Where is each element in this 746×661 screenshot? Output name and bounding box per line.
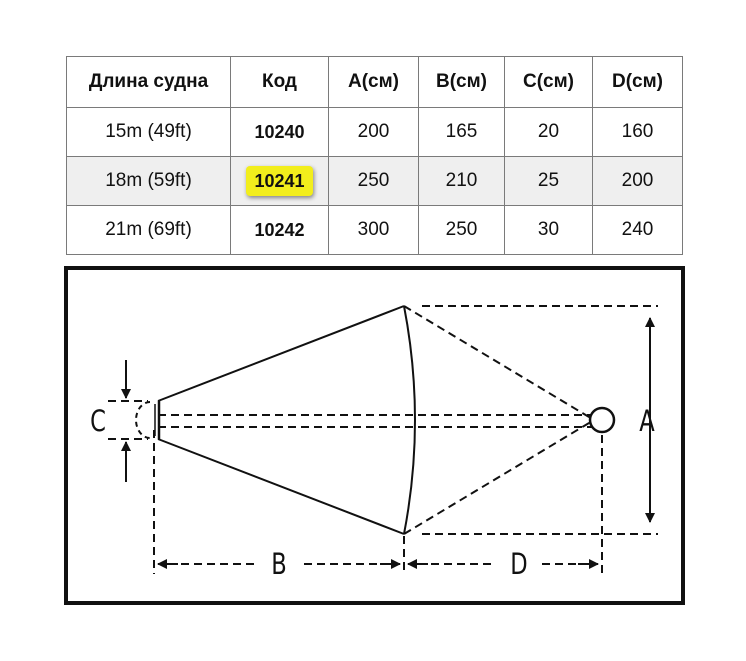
dimension-a-cell: 250 [329,157,419,206]
header-code: Код [231,57,329,108]
table-row [67,108,683,157]
header-dimension-b: B(см) [419,57,505,108]
cone-lower-edge [158,439,404,534]
sea-anchor-dimension-diagram [64,266,685,605]
dimension-d-label: D [510,547,528,581]
code-cell [231,206,329,255]
product-code: 10240 [254,122,305,142]
dimension-a-cell: 200 [329,108,419,157]
header-dimension-c: C(см) [505,57,593,108]
swivel-ring [590,408,614,432]
highlighted-product-code: 10241 [246,166,312,196]
dimension-d-cell: 160 [593,108,683,157]
dimension-c-cell: 25 [505,157,593,206]
cone-upper-edge [158,306,404,401]
header-dimension-a: A(см) [329,57,419,108]
dimension-b-cell: 250 [419,206,505,255]
bridle-line-lower [404,420,594,534]
sea-anchor-size-table [66,56,683,255]
dimension-d-cell: 240 [593,206,683,255]
table-row [67,157,683,206]
table-row [67,206,683,255]
code-cell [231,157,329,206]
header-vessel-length: Длина судна [67,57,231,108]
table-header-row [67,57,683,108]
dimension-b-cell: 165 [419,108,505,157]
vessel-length-cell: 21m (69ft) [67,206,231,255]
dimension-a-label: A [639,404,655,438]
dimension-b-cell: 210 [419,157,505,206]
dimension-b-label: B [271,547,287,581]
dimension-d-cell: 200 [593,157,683,206]
vessel-length-cell: 15m (49ft) [67,108,231,157]
header-dimension-d: D(см) [593,57,683,108]
dimension-a-cell: 300 [329,206,419,255]
dimension-c-cell: 20 [505,108,593,157]
diagram-drawing [68,270,681,601]
product-code: 10242 [254,220,305,240]
dimension-c-cell: 30 [505,206,593,255]
bridle-line-upper [404,306,594,420]
dimension-c-label: C [90,404,106,438]
code-cell [231,108,329,157]
apex-opening-outline [136,402,150,438]
cone-mouth-arc [404,306,415,534]
vessel-length-cell: 18m (59ft) [67,157,231,206]
